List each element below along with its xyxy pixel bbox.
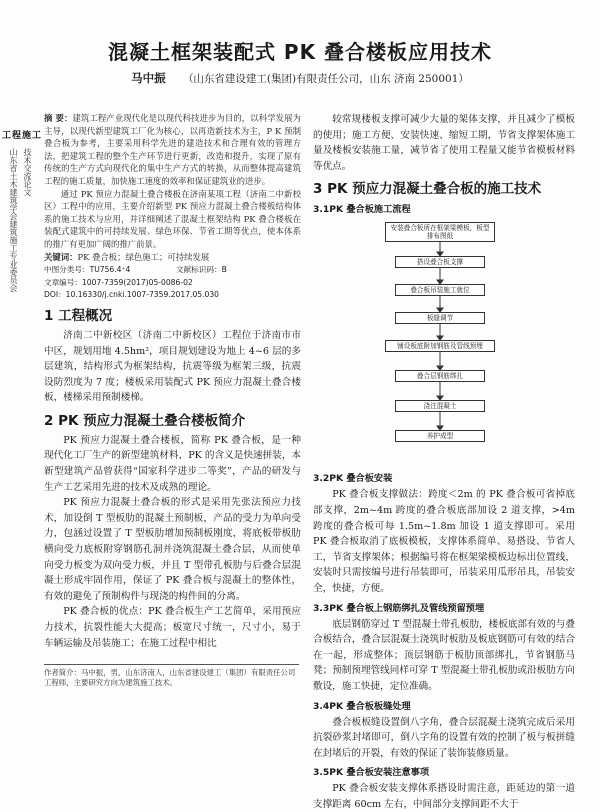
footnote: 作者简介：马中振，男，山东济南人，山东省建设建工（集团）有限责任公司工程师，主要研究方向为建筑施工技术。 [44,664,299,688]
right-column [313,112,575,812]
author-name: 马中振 [131,71,166,85]
sidebar-text-b: 技术交流论文 [23,148,32,196]
doi-line: DOI：10.16330/j.cnki.1007-7359.2017.05.030 [44,290,220,300]
continued-text: 较常规楼板支撑可减少大量的架体支撑，并且减少了模板的使用；施工方便、安装快速、缩短工期，节省支撑架体施工量及楼板安装施工量，减节省了使用工程量又能节省模板材料等优点。 [313,114,575,172]
subsection-3-4-heading: 3.4PK 叠合板板缝处理 [313,700,411,712]
construction-flowchart [325,220,555,466]
doi: 10.16330/j.cnki.1007-7359.2017.05.030 [65,290,220,300]
journal-sidebar [0,118,44,308]
sidebar-text-a: 山东省土木建筑学会建筑施工专业委员会 [9,148,18,292]
section-1-text: 济南二中新校区（济南二中新校区）工程位于济南市市中区，规划用地 4.5hm²，项目规划建设为地上 4~6 层的多层建筑，结构形式为框架结构，抗震等级为框架三级，抗震设防烈度为 7 度；楼板采用装配式 PK 预应力混凝土叠合楼板，楼梯采用预制楼梯。 [44,329,301,404]
subsection-3-5-text: PK 叠合板安装支撑体系搭设时需注意，距延边的第一道支撑距离 60cm 左右，中间部分支撑间距不大于 [313,783,575,810]
section-label: 工程施工 [2,131,43,141]
section-2-heading: 2 PK 预应力混凝土叠合楼板简介 [44,412,246,429]
subsection-3-5-heading: 3.5PK 叠合板安装注意事项 [313,767,430,779]
left-column [44,112,301,651]
subsection-3-2-text: PK 叠合板支撑做法：跨度＜2m 的 PK 叠合板可省掉底部支撑，2m~4m 跨度的叠合板底部加设 2 道支撑，>4m 跨度的叠合板可每 1.5m~1.8m 加设 1 道支撑即可。采用 PK 叠合板取消了底板模板，支撑体系简单、易搭设、节省人工，节省支撑架体；根据编号将在框架梁模板边标出位置线，安装时只需按编号进行吊装即可，吊装采用瓜形吊具，吊装安全，快捷，方便。 [313,489,575,594]
article-number-line: 文章编号：1007-7359(2017)05-0086-02 [44,277,193,287]
flow-step-8: 养护成型 [395,430,485,442]
subsection-3-2-heading: 3.2PK 叠合板安装 [313,473,393,485]
subsection-3-3-text: 底层钢筋穿过 T 型混凝土带孔板肋，楼板底部有效的与叠合板结合，叠合层混凝土浇筑时板肋及板底钢筋可有效的结合在一起，形成整体；顶层钢筋于板肋顶部绑扎，节省钢筋马凳；预制预埋管线同样可穿 T 型混凝土带孔板肋或沿板肋方向敷设，施工快捷，定位准确。 [313,618,575,692]
subsection-3-1-heading: 3.1PK 叠合板施工流程 [313,204,411,216]
flow-step-7: 浇注混凝土 [395,400,485,412]
flow-step-1: 安装叠合板所在框架梁模板，板型排布图纸 [385,222,495,242]
abstract [44,112,301,263]
doc-code: B [221,265,227,275]
flow-step-2: 搭设叠合板支撑 [395,256,485,268]
subsection-3-4-text: 叠合板板缝设置倒八字角，叠合层混凝土浇筑完成后采用抗裂砂浆封堵即可，倒八字角的设置有效的控制了板与板拼缝在封堵后的开裂，有效的保证了装饰装修质量。 [313,716,575,759]
author-affiliation: （山东省建设建工(集团)有限责任公司，山东 济南 250001） [182,73,469,85]
section-2-text-2: PK 预应力混凝土叠合板的形式是采用先张法预应力技术，加设倒 T 型板肋的混凝土预制板，产品的受力为单向受力，包涵过设置了 T 型板肋增加预制板刚度，将底板带板肋横向受力底板附穿钢筋孔洞并浇筑混凝土叠合层，从而使单向受力板变为双向受力板，并且 T 型带孔板肋与后叠合层混凝土形成牢固作用，保证了 PK 叠合板与混凝土的整体性，有效的避免了预制构件与现浇的构件间的分离。 [44,497,301,602]
keywords: PK 叠合板；绿色施工；可持续发展 [77,251,210,262]
author-line [0,70,600,86]
section-2-text-3: PK 叠合板的优点：PK 叠合板生产工艺简单，采用预应力技术，抗裂性能大大提高；板宽尺寸统一，尺寸小，易于车辆运输及吊装施工；在施工过程中相比 [44,606,301,649]
abstract-text-2: 通过 PK 预应力混凝土叠合楼板在济南某项工程（济南二中新校区）工程中的应用，主要介绍新型 PK 预应力混凝土叠合楼板结构体系的施工技术与应用，并详细阐述了混凝土框架结构 PK 叠合楼板在装配式建筑中的可持续发展、绿色环保、节省工期等优点，使本体系的推广有更加广阔的推广前景。 [44,188,301,249]
article-number: 1007-7359(2017)05-0086-02 [81,277,193,287]
flow-step-3: 叠合板吊装施工就位 [395,284,485,296]
subsection-3-3-heading: 3.3PK 叠合板上钢筋绑扎及管线预留预埋 [313,602,485,614]
flow-step-5: 铺设板底附加钢筋及管线预埋 [385,340,495,352]
section-1-heading: 1 工程概况 [44,307,113,324]
keywords-label: 关键词： [44,251,78,262]
classification-line: 中图分类号：TU756.4⁺4 文献标识码：B [44,265,227,275]
abstract-text: 建筑工程产业现代化是以现代科技进步为目的，以科学发展为主导，以现代新型建筑工厂化为核心，以再造新技术为主，P K 预制叠合板为参考，主要采用科学先进的建造技术和合理有效的管理方法，把建筑工程的整个生产环节进行更新，改造和提升，实现了原有传统的生产方式向现代化的集中生产方式的转换，从而整体提高建筑工程的施工质量，加快施工速度的效率和保证建筑业的进步。 [44,113,301,186]
flow-step-6: 叠合层钢筋绑扎 [395,370,485,382]
abstract-label: 摘 要： [44,113,73,123]
flow-step-4: 板缝调节 [395,312,485,324]
section-3-heading: 3 PK 预应力混凝土叠合板的施工技术 [313,181,542,198]
paper-title: 混凝土框架装配式 PK 叠合楼板应用技术 [107,40,493,64]
clc-number: TU756.4⁺4 [89,265,131,275]
section-2-text-1: PK 预应力混凝土叠合楼板，简称 PK 叠合板，是一种现代化工厂生产的新型建筑材料，PK 的含义是快速拼装，本新型建筑产品曾获得“国家科学进步二等奖”，产品的研发与生产工艺采用先进的技术及成熟的理论。 [44,434,301,493]
